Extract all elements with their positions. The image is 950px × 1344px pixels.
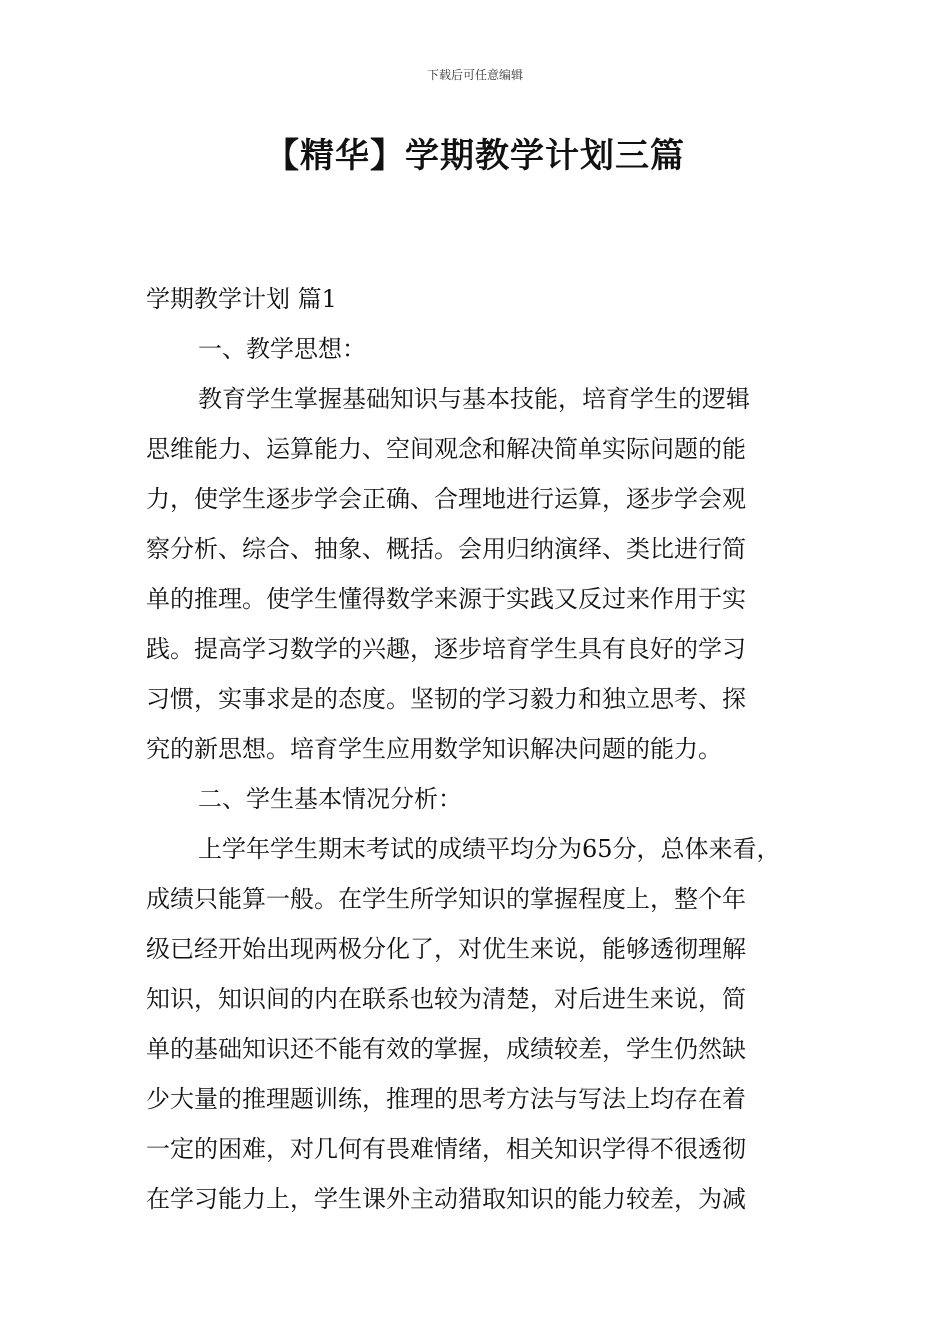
- heading-teaching-philosophy: 一、教学思想：: [198, 335, 366, 363]
- section-label: 学期教学计划 篇1: [146, 285, 337, 313]
- paragraph-line: 究的新思想。培育学生应用数学知识解决问题的能力。: [146, 735, 722, 763]
- paragraph-line: 上学年学生期末考试的成绩平均分为65分，总体来看，: [198, 835, 781, 863]
- paragraph-line: 成绩只能算一般。在学生所学知识的掌握程度上，整个年: [146, 885, 746, 913]
- paragraph-line: 思维能力、运算能力、空间观念和解决简单实际问题的能: [146, 435, 746, 463]
- paragraph-line: 单的推理。使学生懂得数学来源于实践又反过来作用于实: [146, 585, 746, 613]
- paragraph-line: 在学习能力上，学生课外主动猎取知识的能力较差，为减: [146, 1185, 746, 1213]
- header-note: 下载后可任意编辑: [426, 68, 523, 82]
- paragraph-line: 单的基础知识还不能有效的掌握，成绩较差，学生仍然缺: [146, 1035, 746, 1063]
- paragraph-line: 级已经开始出现两极分化了，对优生来说，能够透彻理解: [146, 935, 746, 963]
- paragraph-line: 践。提高学习数学的兴趣，逐步培育学生具有良好的学习: [146, 635, 746, 663]
- paragraph-line: 力，使学生逐步学会正确、合理地进行运算，逐步学会观: [146, 485, 746, 513]
- paragraph-line: 习惯，实事求是的态度。坚韧的学习毅力和独立思考、探: [146, 685, 746, 713]
- document-body: [146, 274, 818, 1224]
- paragraph-line: 一定的困难，对几何有畏难情绪，相关知识学得不很透彻: [146, 1135, 746, 1163]
- document-title: 【精华】学期教学计划三篇: [265, 136, 685, 176]
- paragraph-line: 知识，知识间的内在联系也较为清楚，对后进生来说，简: [146, 985, 746, 1013]
- heading-student-analysis: 二、学生基本情况分析：: [198, 785, 462, 813]
- paragraph-line: 察分析、综合、抽象、概括。会用归纳演绎、类比进行简: [146, 535, 746, 563]
- paragraph-line: 少大量的推理题训练，推理的思考方法与写法上均存在着: [146, 1085, 746, 1113]
- paragraph-line: 教育学生掌握基础知识与基本技能，培育学生的逻辑: [198, 385, 750, 413]
